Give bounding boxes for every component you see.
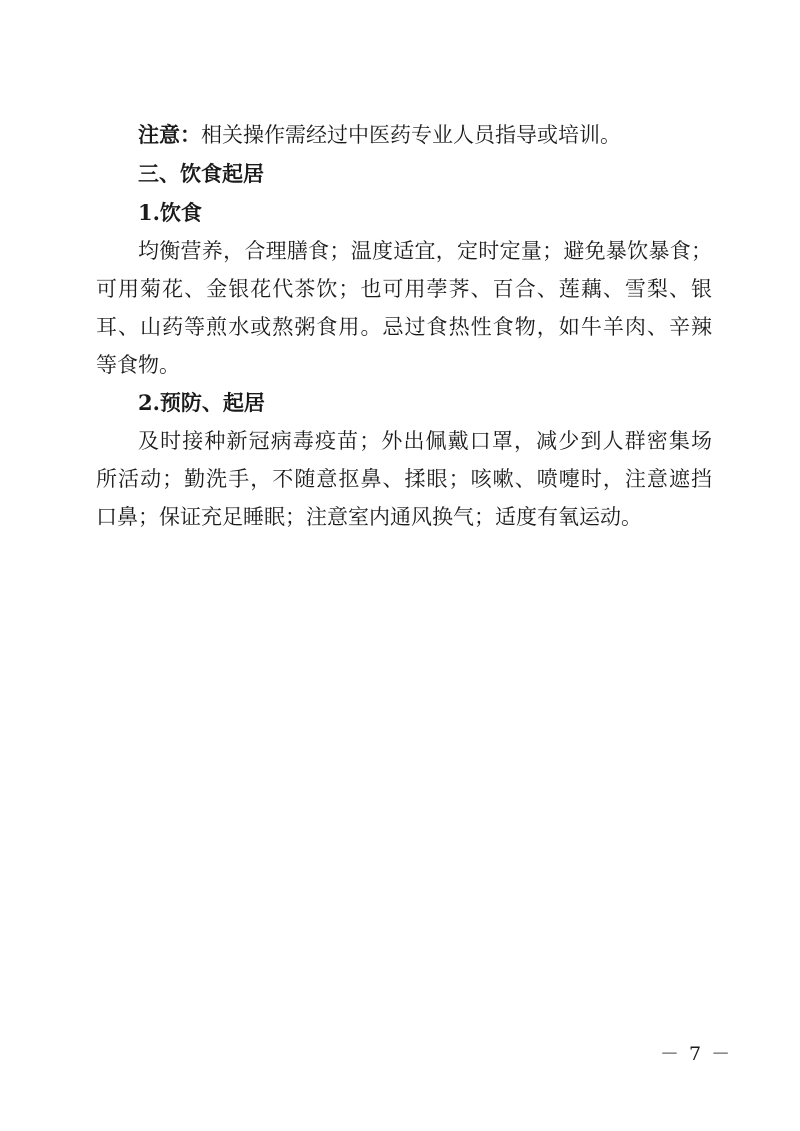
prevention-paragraph-line-2: 所活动；勤洗手，不随意抠鼻、揉眼；咳嗽、喷嚏时，注意遮挡	[96, 467, 712, 491]
note-text: 相关操作需经过中医药专业人员指导或培训。	[201, 123, 621, 147]
page-number: － 7 －	[660, 1043, 733, 1065]
diet-paragraph-line-1: 均衡营养，合理膳食；温度适宜，定时定量；避免暴饮暴食；	[138, 239, 712, 263]
diet-paragraph-line-2: 可用菊花、金银花代茶饮；也可用荸荠、百合、莲藕、雪梨、银	[96, 277, 712, 301]
subsection-heading-diet: 1.饮食	[138, 200, 202, 225]
note-paragraph	[138, 121, 712, 149]
subsection-heading-prevention: 2.预防、起居	[138, 390, 265, 415]
section-heading-diet-living: 三、饮食起居	[138, 162, 264, 186]
prevention-paragraph-line-1: 及时接种新冠病毒疫苗；外出佩戴口罩，减少到人群密集场	[138, 429, 712, 453]
diet-paragraph-line-4: 等食物。	[96, 353, 180, 377]
diet-paragraph-line-3: 耳、山药等煎水或熬粥食用。忌过食热性食物，如牛羊肉、辛辣	[96, 315, 712, 339]
prevention-paragraph-line-3: 口鼻；保证充足睡眠；注意室内通风换气；适度有氧运动。	[96, 505, 642, 529]
note-label: 注意：	[138, 122, 201, 147]
